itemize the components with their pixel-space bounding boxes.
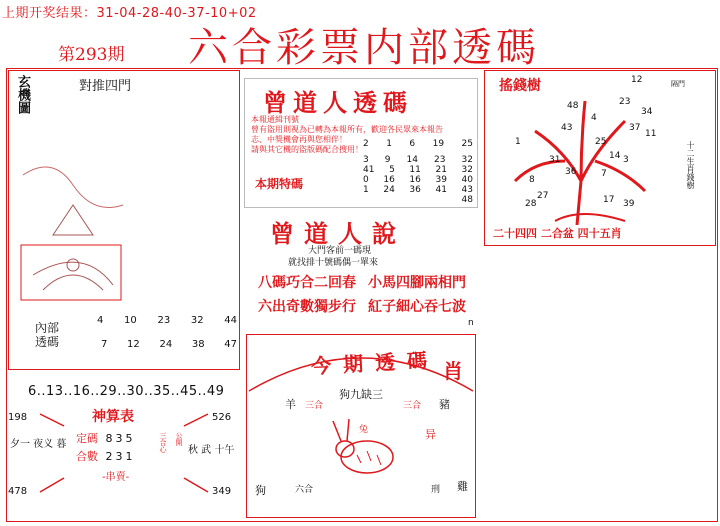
bottom-left-left-chars: 夕一 夜义 暮 xyxy=(10,439,67,450)
tree-number: 36 xyxy=(565,167,577,177)
grid-number: 0 xyxy=(363,175,369,185)
grid-number: 41 xyxy=(363,165,375,175)
center-top-panel xyxy=(244,78,478,208)
bottom-left-numbers: 6..13..16..29..30..35..45..49 xyxy=(28,384,225,399)
center-top-notice xyxy=(251,115,479,155)
poem-line-4: 紅子細心吞七波 xyxy=(368,299,466,315)
number-grid-top xyxy=(363,139,473,149)
tree-number: 48 xyxy=(567,101,579,111)
grid-number: 41 xyxy=(435,185,447,195)
center-bottom-panel xyxy=(246,334,476,518)
tree-number: 39 xyxy=(623,199,635,209)
grid-number: 2 xyxy=(363,139,369,149)
bottom-left-arrows xyxy=(8,374,240,520)
center-mid-panel xyxy=(244,212,478,330)
tree-number: 23 xyxy=(619,97,631,107)
grid-number: 40 xyxy=(461,175,473,185)
tree-number: 31 xyxy=(549,155,561,165)
left-panel-sketch xyxy=(13,95,239,305)
grid-number: 39 xyxy=(435,175,447,185)
num-row xyxy=(363,165,473,175)
grid-number: 36 xyxy=(409,185,421,195)
tree-number: 17 xyxy=(603,195,615,205)
right-panel xyxy=(484,70,716,246)
center-bottom-heading: 今期透碼 xyxy=(310,347,440,379)
number-grid xyxy=(363,155,473,205)
notice-line: 請與其它機的盜版碼配合搜用！ xyxy=(251,145,363,154)
grid-number: 3 xyxy=(363,155,369,165)
left-panel-vertical-title: 玄機圖 xyxy=(15,75,30,114)
tree-number: 14 xyxy=(609,151,621,161)
notice-line: 志、中獎機會再與您相伴！ xyxy=(251,135,347,144)
mid-zodiac: 兔 xyxy=(359,425,369,435)
tree-number: 1 xyxy=(515,137,521,147)
bottom-right-char-2: 刑 xyxy=(431,485,441,495)
grid-number: 16 xyxy=(383,175,395,185)
tree-number: 43 xyxy=(561,123,573,133)
right-panel-side-text: 十二生肖錢樹 xyxy=(686,141,695,189)
grid-number: 32 xyxy=(461,165,473,175)
notice-line: 本報通緝刊號 xyxy=(251,115,299,124)
tree-number: 7 xyxy=(601,169,607,179)
bottom-left-top-left: 198 xyxy=(8,412,28,423)
left-number: 47 xyxy=(224,339,237,350)
bottom-left-mid-badge: 三合心 xyxy=(159,432,167,453)
grid-number: 32 xyxy=(461,155,473,165)
grid-number: 19 xyxy=(432,139,445,149)
tree-number: 34 xyxy=(641,107,653,117)
tree-number: 4 xyxy=(591,113,597,123)
right-panel-corner-top: 12 xyxy=(631,75,643,85)
ding-value: 835 xyxy=(105,432,136,445)
poem-line-3: 六出奇數獨步行 xyxy=(258,299,356,315)
right-panel-bottom-text: 二十四四 二合盆 四十五肖 xyxy=(493,227,622,240)
san-he-left: 三合 xyxy=(305,401,324,411)
left-panel xyxy=(8,70,240,370)
grid-number: 5 xyxy=(389,165,395,175)
last-result-line: 上期开奖结果：31-04-28-40-37-10+02 xyxy=(2,6,257,21)
he-value: 231 xyxy=(105,450,136,463)
bottom-left-top-right: 526 xyxy=(212,412,232,423)
special-label: 本期特碼 xyxy=(255,177,304,191)
right-mid-char: 异 xyxy=(425,428,436,441)
grid-number: 6 xyxy=(409,139,416,149)
center-top-heading: 曾道人透碼 xyxy=(263,88,413,117)
left-number: 38 xyxy=(191,339,205,350)
center-bottom-line1: 狗九缺三 xyxy=(339,388,383,401)
grid-number: 1 xyxy=(386,139,392,149)
num-row xyxy=(363,175,473,185)
center-bottom-corner-char: 肖 xyxy=(443,359,463,383)
left-panel-row2 xyxy=(101,339,237,350)
grid-number: 25 xyxy=(461,139,473,149)
center-mid-corner: n xyxy=(468,318,474,328)
grid-number: 1 xyxy=(363,185,369,195)
tree-number: 25 xyxy=(595,137,607,147)
bottom-left-footer: -串賣- xyxy=(102,472,130,483)
left-number: 4 xyxy=(97,315,104,326)
right-panel-heading: 搖錢樹 xyxy=(499,78,541,94)
he-label: 合數 xyxy=(76,450,98,463)
poem-line-2: 小馬四腳兩相門 xyxy=(368,275,466,291)
bottom-left-bottom-right: 349 xyxy=(212,486,232,497)
left-number: 7 xyxy=(101,339,108,350)
left-number: 12 xyxy=(127,339,140,350)
bottom-left-char-2: 六合 xyxy=(295,485,314,495)
right-panel-corner-label: 隔門 xyxy=(671,80,685,88)
bottom-left-title: 神算表 xyxy=(92,409,134,425)
bottom-right-char: 雞 xyxy=(457,480,468,493)
grid-number: 23 xyxy=(434,155,446,165)
grid-number: 14 xyxy=(406,155,418,165)
tree-number: 11 xyxy=(645,129,657,139)
right-zodiac: 豬 xyxy=(439,398,450,411)
grid-number: 16 xyxy=(409,175,421,185)
num-row xyxy=(363,195,473,205)
grid-number: 11 xyxy=(409,165,421,175)
bottom-left-char: 狗 xyxy=(255,484,266,497)
ding-label: 定碼 xyxy=(76,432,98,445)
center-mid-heading: 曾道人說 xyxy=(270,219,406,248)
poem-line-1: 八碼巧合二回春 xyxy=(258,275,356,291)
notice-line: 曾有盜用則視為已轉為本報所有，歡迎各民眾來本報告 xyxy=(251,125,443,134)
tree-number: 28 xyxy=(525,199,537,209)
tree-number-list xyxy=(505,97,665,217)
center-mid-sub1: 大門客前一碼現 xyxy=(308,246,372,256)
center-mid-sub2: 就找排十號碼偶一單來 xyxy=(288,258,379,268)
num-row xyxy=(363,185,473,195)
issue-number: 第293期 xyxy=(58,45,125,65)
grid-number: 9 xyxy=(384,155,391,165)
tree-number: 27 xyxy=(537,191,549,201)
left-panel-row1 xyxy=(97,315,237,326)
left-zodiac: 羊 xyxy=(285,398,296,411)
grid-number: 43 xyxy=(461,185,473,195)
left-number: 24 xyxy=(159,339,173,350)
bottom-left-bottom-left: 478 xyxy=(8,486,28,497)
left-number: 32 xyxy=(190,315,204,326)
san-he-right: 三合 xyxy=(403,401,422,411)
bottom-left-panel xyxy=(8,374,240,520)
tree-number: 8 xyxy=(529,175,535,185)
left-number: 23 xyxy=(157,315,171,326)
grid-number: 48 xyxy=(461,195,473,205)
grid-number: 24 xyxy=(383,185,395,195)
num-row xyxy=(363,155,473,165)
left-number: 44 xyxy=(224,315,237,326)
grid-number: 21 xyxy=(435,165,447,175)
left-panel-neibu: 內部透碼 xyxy=(35,321,60,349)
tree-number: 37 xyxy=(629,123,641,133)
bottom-left-right-chars: 秋 武 十午 xyxy=(188,445,235,456)
left-number: 10 xyxy=(124,315,137,326)
bottom-left-right-badge: 公開 xyxy=(175,432,183,446)
left-panel-heading: 對推四門 xyxy=(79,79,132,94)
page-title: 六合彩票内部透碼 xyxy=(188,25,540,71)
tree-number: 3 xyxy=(623,155,629,165)
